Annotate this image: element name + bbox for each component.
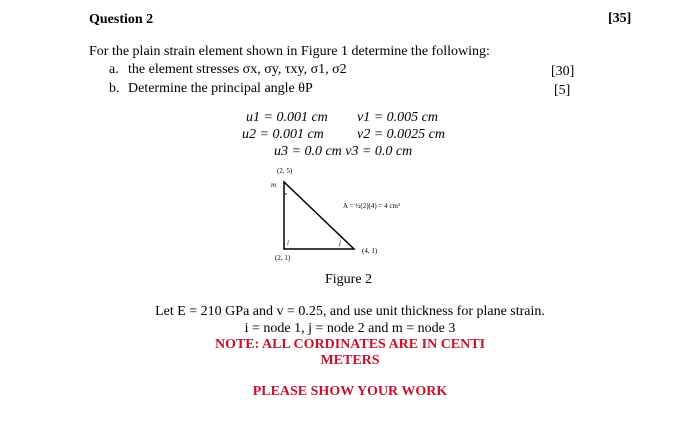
item-b-text: Determine the principal angle θP [128,81,313,96]
displacement-v1: v1 = 0.005 cm [357,110,438,125]
triangle-figure [255,160,465,270]
node-j-label: j [339,239,341,247]
node-m-coord: (2, 5) [277,167,293,175]
area-formula: A = ½(2)(4) = 4 cm² [343,202,401,210]
item-a-label: a. [109,62,119,77]
question-intro: For the plain strain element shown in Figure 1 determine the following: [89,44,490,59]
displacement-u2: u2 = 0.001 cm [242,127,324,142]
note-line-2: METERS [320,353,380,368]
node-mapping: i = node 1, j = node 2 and m = node 3 [244,321,456,336]
displacement-u1: u1 = 0.001 cm [246,110,328,125]
item-a-text: the element stresses σx, σy, τxy, σ1, σ2 [128,62,347,77]
figure-caption: Figure 2 [325,272,373,287]
item-b-marks: [5] [554,83,571,98]
question-title: Question 2 [89,12,154,27]
item-a-marks: [30] [551,64,575,79]
triangle-element [284,182,354,249]
given-values: Let E = 210 GPa and v = 0.25, and use unit thickness for plane strain. [155,304,545,319]
displacement-v2: v2 = 0.0025 cm [357,127,445,142]
show-work-note: PLEASE SHOW YOUR WORK [252,384,448,399]
node-m-label: m [271,181,277,189]
item-b-label: b. [109,81,120,96]
node-i-coord: (2, 1) [275,254,291,262]
node-j-coord: (4, 1) [362,247,378,255]
node-i-label: i [287,239,289,247]
question-total-marks: [35] [608,11,632,26]
note-line-1: NOTE: ALL CORDINATES ARE IN CENTI [214,337,486,352]
displacement-row3: u3 = 0.0 cm v3 = 0.0 cm [274,144,413,159]
